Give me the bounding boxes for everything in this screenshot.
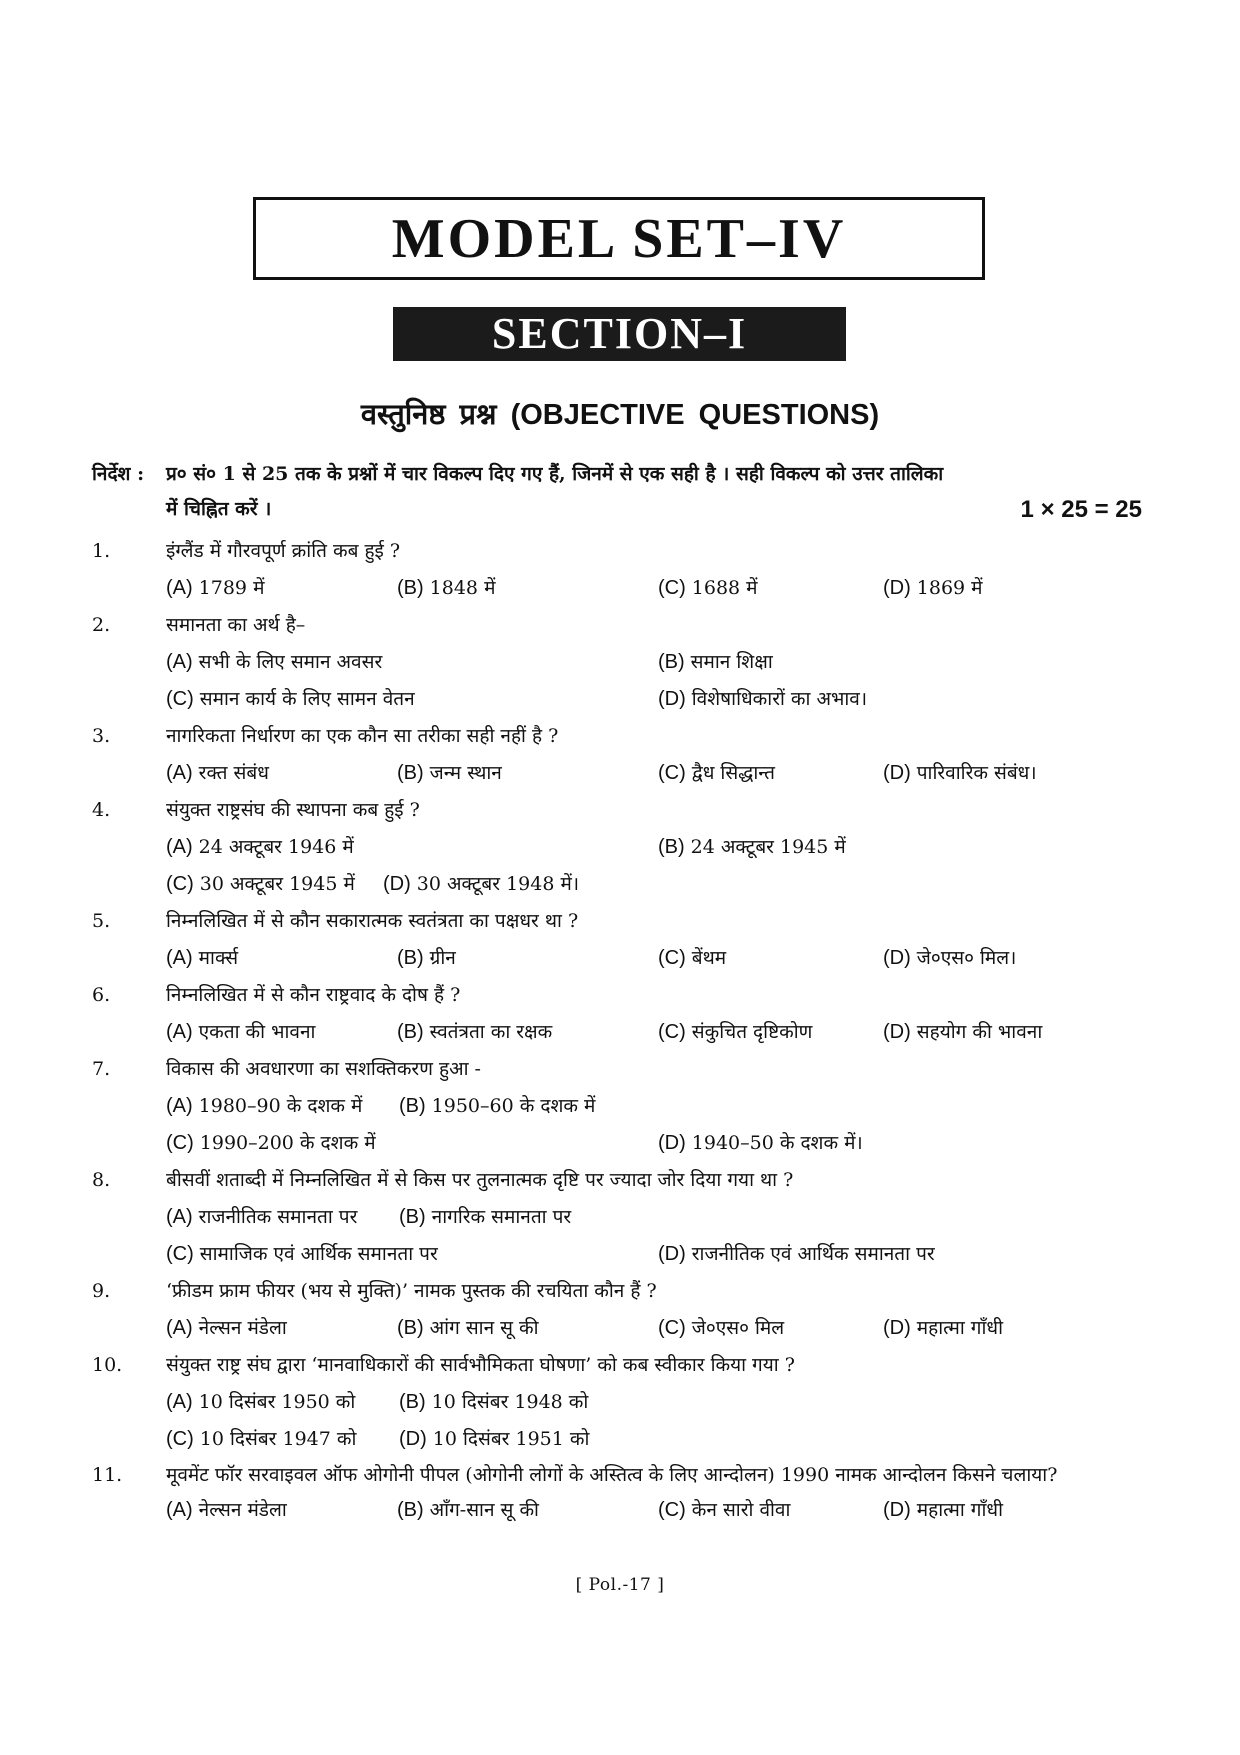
section-banner [393, 307, 846, 361]
instructions-label: निर्देश : [92, 463, 145, 485]
model-set-title-box [253, 197, 985, 280]
option-a: (A) एकता की भावना [166, 1021, 316, 1043]
option-a: (A) नेल्सन मंडेला [166, 1317, 287, 1339]
option-c: (C) 1688 में [658, 577, 758, 599]
option-b: (B) 24 अक्टूबर 1945 में [658, 836, 846, 858]
option-c: (C) सामाजिक एवं आर्थिक समानता पर [166, 1243, 438, 1265]
question-8 [0, 1162, 1240, 1273]
option-d: (D) राजनीतिक एवं आर्थिक समानता पर [658, 1243, 935, 1265]
option-a: (A) सभी के लिए समान अवसर [166, 651, 383, 673]
question-4 [0, 792, 1240, 903]
question-text: इंग्लैंड में गौरवपूर्ण क्रांति कब हुई ? [166, 540, 401, 562]
question-number: 11. [92, 1464, 123, 1486]
option-b: (B) आँग-सान सू की [397, 1499, 539, 1521]
option-b: (B) 10 दिसंबर 1948 को [399, 1391, 589, 1413]
option-c: (C) जे०एस० मिल [658, 1317, 785, 1339]
option-c: (C) बेंथम [658, 947, 727, 969]
question-number: 6. [92, 984, 111, 1006]
instructions-text-1: प्र० सं० 1 से 25 तक के प्रश्नों में चार विकल्प दिए गए हैं, जिनमें से एक सही है । सही विकल्प को उत्तर तालिका [166, 463, 944, 485]
section-title: SECTION–I [491, 309, 748, 358]
question-2 [0, 607, 1240, 718]
question-9 [0, 1273, 1240, 1347]
option-b: (B) आंग सान सू की [397, 1317, 539, 1339]
option-a: (A) राजनीतिक समानता पर [166, 1206, 358, 1228]
option-b: (B) स्वतंत्रता का रक्षक [397, 1021, 553, 1043]
question-10 [0, 1347, 1240, 1458]
option-d: (D) जे०एस० मिल। [883, 947, 1017, 969]
option-b: (B) 1848 में [397, 577, 496, 599]
option-c: (C) संकुचित दृष्टिकोण [658, 1021, 813, 1043]
question-number: 9. [92, 1280, 111, 1302]
option-d: (D) 1940–50 के दशक में। [658, 1132, 863, 1154]
option-d: (D) महात्मा गाँधी [883, 1317, 1004, 1339]
option-d: (D) 10 दिसंबर 1951 को [399, 1428, 590, 1450]
question-text: बीसवीं शताब्दी में निम्नलिखित में से किस पर तुलनात्मक दृष्टि पर ज्यादा जोर दिया गया था ? [166, 1169, 794, 1191]
option-a: (A) 1789 में [166, 577, 265, 599]
question-text: विकास की अवधारणा का सशक्तिकरण हुआ - [166, 1058, 481, 1080]
question-text: ‘फ्रीडम फ्राम फीयर (भय से मुक्ति)’ नामक पुस्तक की रचयिता कौन हैं ? [166, 1280, 657, 1302]
option-b: (B) ग्रीन [397, 947, 456, 969]
instructions-line-1 [92, 457, 1142, 492]
option-d: (D) सहयोग की भावना [883, 1021, 1043, 1043]
question-number: 10. [92, 1354, 123, 1376]
instructions-text-2: में चिह्नित करें । [166, 498, 272, 520]
question-text: संयुक्त राष्ट्र संघ द्वारा ‘मानवाधिकारों की सार्वभौमिकता घोषणा’ को कब स्वीकार किया गया ? [166, 1354, 795, 1376]
question-text: समानता का अर्थ है– [166, 614, 306, 636]
option-b: (B) समान शिक्षा [658, 651, 773, 673]
option-b: (B) नागरिक समानता पर [399, 1206, 572, 1228]
page-footer: [ Pol.-17 ] [575, 1575, 665, 1595]
instructions-block [92, 457, 1142, 527]
question-number: 8. [92, 1169, 111, 1191]
question-7 [0, 1051, 1240, 1162]
question-text: संयुक्त राष्ट्रसंघ की स्थापना कब हुई ? [166, 799, 420, 821]
option-d: (D) महात्मा गाँधी [883, 1499, 1004, 1521]
option-a: (A) 24 अक्टूबर 1946 में [166, 836, 354, 858]
option-c: (C) केन सारो वीवा [658, 1499, 791, 1521]
option-d: (D) पारिवारिक संबंध। [883, 762, 1037, 784]
question-text: निम्नलिखित में से कौन राष्ट्रवाद के दोष हैं ? [166, 984, 461, 1006]
option-c: (C) द्वैध सिद्धान्त [658, 762, 775, 784]
question-6 [0, 977, 1240, 1051]
option-c: (C) 10 दिसंबर 1947 को [166, 1428, 357, 1450]
marks-scheme: 1 × 25 = 25 [1020, 496, 1142, 523]
option-d: (D) 30 अक्टूबर 1948 में। [383, 873, 580, 895]
option-a: (A) रक्त संबंध [166, 762, 269, 784]
option-a: (A) 1980–90 के दशक में [166, 1095, 363, 1117]
option-b: (B) 1950–60 के दशक में [399, 1095, 596, 1117]
option-a: (A) 10 दिसंबर 1950 को [166, 1391, 356, 1413]
question-text: मूवमेंट फॉर सरवाइवल ऑफ ओगोनी पीपल (ओगोनी लोगों के अस्तित्व के लिए आन्दोलन) 1990 नामक आन्दोलन किसने चलाया? [166, 1464, 1058, 1486]
question-3 [0, 718, 1240, 792]
option-d: (D) विशेषाधिकारों का अभाव। [658, 688, 868, 710]
option-c: (C) समान कार्य के लिए सामन वेतन [166, 688, 415, 710]
question-number: 2. [92, 614, 111, 636]
instructions-line-2 [92, 492, 1142, 527]
option-b: (B) जन्म स्थान [397, 762, 502, 784]
objective-questions-heading: वस्तुनिष्ठ प्रश्न (OBJECTIVE QUESTIONS) [360, 399, 880, 431]
question-number: 1. [92, 540, 111, 562]
option-a: (A) नेल्सन मंडेला [166, 1499, 287, 1521]
question-number: 4. [92, 799, 111, 821]
question-list [0, 533, 1240, 1529]
question-1 [0, 533, 1240, 607]
question-5 [0, 903, 1240, 977]
question-number: 5. [92, 910, 111, 932]
option-d: (D) 1869 में [883, 577, 983, 599]
option-c: (C) 30 अक्टूबर 1945 में [166, 873, 355, 895]
page-title: MODEL SET–IV [391, 207, 847, 270]
question-11 [0, 1458, 1240, 1529]
option-c: (C) 1990–200 के दशक में [166, 1132, 376, 1154]
question-text: नागरिकता निर्धारण का एक कौन सा तरीका सही नहीं है ? [166, 725, 559, 747]
question-number: 7. [92, 1058, 111, 1080]
option-a: (A) मार्क्स [166, 947, 239, 969]
question-text: निम्नलिखित में से कौन सकारात्मक स्वतंत्रता का पक्षधर था ? [166, 910, 579, 932]
question-number: 3. [92, 725, 111, 747]
